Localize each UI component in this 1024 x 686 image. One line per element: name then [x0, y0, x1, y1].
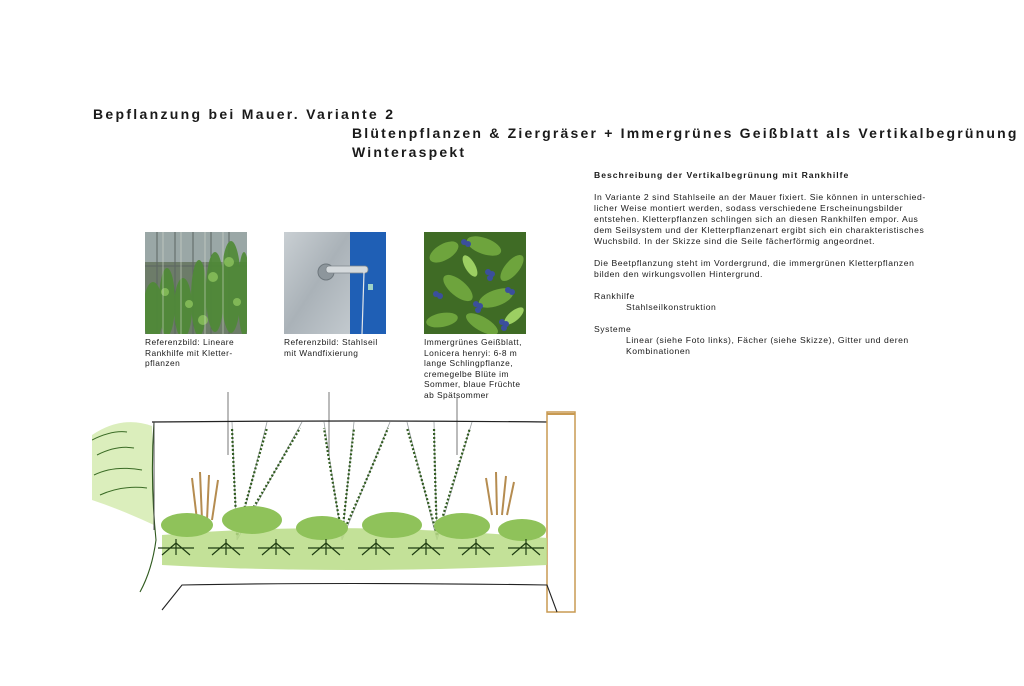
text-line: Wuchsbild. In der Skizze sind die Seile fächerförmig angeordnet.: [594, 236, 876, 246]
caption-line: Rankhilfe mit Kletter-: [145, 347, 233, 358]
honeysuckle-photo: [424, 232, 526, 334]
caption-line: Referenzbild: Lineare: [145, 337, 235, 347]
hedge-left: [92, 422, 154, 525]
planting-sketch: [92, 360, 582, 620]
text-line: Kombinationen: [626, 346, 691, 356]
text-line: In Variante 2 sind Stahlseile an der Mauer fixiert. Sie können in unterschied-: [594, 192, 926, 202]
text-line: Die Beetpflanzung steht im Vordergrund, die immergrünen Kletterpflanzen: [594, 258, 915, 268]
subtitle-line: Blütenpflanzen & Ziergräser + Immergrünes Geißblatt als Vertikalbegrünung: [352, 125, 1019, 141]
text-line: dem Seilsystem und der Kletterpflanzenart ergibt sich ein charakteristisches: [594, 225, 925, 235]
text-line: bilden den wirkungsvollen Hintergrund.: [594, 269, 763, 279]
rankhilfe-value: Stahlseilkonstruktion: [626, 302, 717, 312]
caption-line: Referenzbild: Stahlseil: [284, 337, 378, 347]
caption-line: pflanzen: [145, 358, 181, 369]
subtitle-aspect: Winteraspekt: [352, 144, 467, 160]
systeme-label: Systeme: [594, 324, 632, 334]
description-paragraph-2: [594, 258, 974, 280]
green-facade-photo: [145, 232, 247, 334]
caption-line: Immergrünes Geißblatt,: [424, 337, 522, 347]
description-paragraph-1: [594, 192, 974, 247]
subtitle-block: [352, 124, 1019, 162]
text-line: Linear (siehe Foto links), Fächer (siehe Skizze), Gitter und deren: [626, 335, 909, 345]
bed-edge: [162, 584, 557, 613]
caption-steel-cable: [284, 337, 378, 358]
wall-post-right: [547, 412, 575, 612]
text-line: licher Weise montiert werden, sodass verschiedene Erscheinungsbilder: [594, 203, 904, 213]
caption-line: Sommer, blaue Früchte: [424, 379, 521, 390]
caption-line: mit Wandfixierung: [284, 347, 359, 358]
caption-line: lange Schlingpflanze,: [424, 358, 514, 369]
description-panel: [594, 170, 974, 368]
rankhilfe-label: Rankhilfe: [594, 291, 635, 301]
text-line: entstehen. Kletterpflanzen schlingen sich an diesen Rankhilfen empor. Aus: [594, 214, 919, 224]
systeme-value: [626, 335, 974, 357]
caption-line: cremegelbe Blüte im: [424, 368, 509, 379]
caption-line: Lonicera henryi: 6-8 m: [424, 347, 518, 358]
page-title: Bepflanzung bei Mauer. Variante 2: [93, 106, 396, 122]
steel-cable-fixing-photo: [284, 232, 386, 334]
wall-top-line: [152, 421, 547, 422]
caption-line: ab Spätsommer: [424, 389, 489, 400]
description-title: Beschreibung der Vertikalbegrünung mit Rankhilfe: [594, 170, 850, 180]
